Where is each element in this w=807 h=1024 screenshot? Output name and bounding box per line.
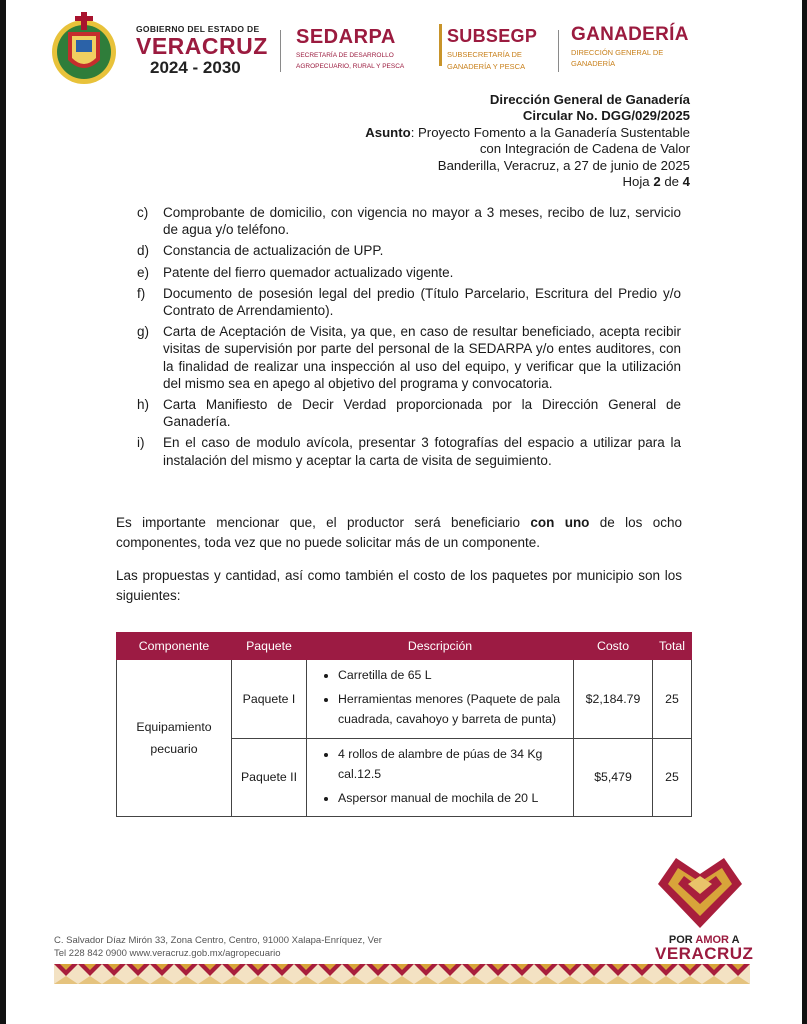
- header-description: Descripción: [307, 633, 574, 660]
- para1-after: de los ocho componentes, toda vez que no puede solicitar más de un componente.: [116, 515, 682, 550]
- page-total: 4: [682, 174, 690, 190]
- description-item: • 4 rollos de alambre de púas de 34 Kg cal.12.5: [338, 744, 564, 785]
- proposals-paragraph: Las propuestas y cantidad, así como también el costo de los paquetes por municipio son los siguientes:: [116, 568, 682, 603]
- component-cell: Equipamiento pecuario: [117, 660, 232, 817]
- package-cell: Paquete II: [232, 738, 307, 817]
- ganaderia-title: GANADERÍA: [571, 24, 689, 45]
- total-cell: 25: [653, 660, 692, 739]
- item-letter: e): [137, 264, 150, 280]
- veracruz-shield-logo: [48, 10, 120, 90]
- header-total: Total: [653, 633, 692, 660]
- slogan-mid: AMOR: [695, 934, 729, 946]
- description-item: • Herramientas menores (Paquete de pala cuadrada, cavahoyo y barreta de punta): [338, 689, 564, 730]
- list-item: [137, 285, 681, 319]
- table-row: [117, 660, 692, 739]
- slogan-pre: POR: [668, 934, 696, 946]
- page-number: 2: [653, 174, 661, 190]
- gob-line-1: GOBIERNO DEL ESTADO DE: [136, 24, 260, 34]
- header-component: Componente: [117, 633, 232, 660]
- list-item: [137, 434, 681, 468]
- subject-label: Asunto: [365, 124, 411, 140]
- subsegp-sub-2: GANADERÍA Y PESCA: [447, 62, 526, 71]
- list-item: [137, 323, 681, 392]
- subsegp-title: SUBSEGP: [447, 26, 538, 46]
- gob-line-2: VERACRUZ: [136, 33, 268, 59]
- left-edge: [0, 0, 6, 1024]
- page-indicator: [365, 174, 690, 190]
- sedarpa-sub-1: SECRETARÍA DE DESARROLLO: [296, 52, 394, 59]
- slogan-line-2: VERACRUZ: [655, 944, 754, 963]
- ganaderia-logo: [571, 24, 689, 68]
- circular-info: [365, 92, 690, 190]
- sedarpa-title: SEDARPA: [296, 26, 396, 48]
- list-item: [137, 264, 681, 281]
- circular-number: Circular No. DGG/029/2025: [522, 108, 690, 124]
- footer-phone-web: Tel 228 842 0900 www.veracruz.gob.mx/agropecuario: [54, 948, 281, 959]
- right-edge: [802, 0, 807, 1024]
- table-header-row: [117, 633, 692, 660]
- para1-before: Es importante mencionar que, el productor será beneficiario: [116, 515, 531, 530]
- subject-line: [365, 125, 690, 141]
- item-text: En el caso de modulo avícola, presentar 3 fotografías del espacio a utilizar para la instalación del mismo y aceptar la carta de visita de seguimiento.: [163, 435, 681, 468]
- item-letter: g): [137, 324, 150, 340]
- footer-address: C. Salvador Díaz Mirón 33, Zona Centro, Centro, 91000 Xalapa-Enríquez, Ver: [54, 935, 382, 946]
- place-date: Banderilla, Veracruz, a 27 de junio de 2025: [437, 157, 690, 173]
- item-text: Documento de posesión legal del predio (Título Parcelario, Escritura del Predio y/o Contrato de Arrendamiento).: [163, 285, 681, 319]
- beneficiary-paragraph: [116, 513, 682, 553]
- ganaderia-sub-1: DIRECCIÓN GENERAL DE: [571, 48, 664, 57]
- footer-contact: [54, 934, 382, 960]
- item-letter: i): [137, 435, 145, 451]
- package-cell: Paquete I: [232, 660, 307, 739]
- subsegp-bar: [439, 24, 442, 66]
- para1-bold: con uno: [530, 515, 590, 530]
- slogan: [655, 934, 753, 962]
- item-letter: f): [137, 285, 146, 301]
- item-letter: h): [137, 397, 150, 413]
- list-item: [137, 396, 681, 430]
- list-item: [137, 204, 681, 238]
- header-divider: [280, 30, 281, 72]
- item-letter: c): [137, 205, 149, 220]
- packages-table: [116, 632, 692, 817]
- item-letter: d): [137, 243, 150, 259]
- sedarpa-logo: [296, 26, 404, 71]
- item-text: Carta de Aceptación de Visita, ya que, en caso de resultar beneficiado, acepta recibir visitas de supervisión por parte del personal de la SEDARPA y/o entes auditores, con la finalidad de realizar una inspección al uso del equipo, y verificar que la utilización del mismo sea en apego al objetivo del programa y convocatoria.: [163, 324, 681, 391]
- subsegp-logo: [447, 26, 537, 71]
- cost-cell: $2,184.79: [574, 660, 653, 739]
- government-logo-text: [136, 24, 268, 78]
- slogan-post: A: [728, 934, 740, 946]
- gob-line-3: 2024 - 2030: [150, 58, 241, 77]
- description-item: • Aspersor manual de mochila de 20 L: [338, 788, 564, 809]
- office-name: Dirección General de Ganadería: [489, 92, 690, 107]
- subject-text: : Proyecto Fomento a la Ganadería Sustentable: [410, 124, 690, 140]
- subject-line-2: con Integración de Cadena de Valor: [479, 141, 690, 157]
- heart-emblem-icon: [654, 852, 746, 930]
- header-cost: Costo: [574, 633, 653, 660]
- item-text: Comprobante de domicilio, con vigencia no mayor a 3 meses, recibo de luz, servicio de agua y/o teléfono.: [163, 205, 681, 238]
- header-divider-2: [558, 30, 559, 72]
- page-prefix: Hoja: [622, 174, 654, 190]
- item-text: Constancia de actualización de UPP.: [163, 243, 384, 259]
- header-package: Paquete: [232, 633, 307, 660]
- cost-cell: $5,479: [574, 738, 653, 817]
- description-item: • Carretilla de 65 L: [338, 665, 564, 686]
- list-item: [137, 242, 681, 259]
- item-text: Patente del fierro quemador actualizado vigente.: [163, 264, 454, 280]
- description-cell: [307, 738, 574, 817]
- page-mid: de: [660, 174, 683, 190]
- requirements-list: [137, 204, 681, 473]
- item-text: Carta Manifiesto de Decir Verdad proporcionada por la Dirección General de Ganadería.: [163, 397, 681, 430]
- sedarpa-sub-2: AGROPECUARIO, RURAL Y PESCA: [296, 63, 405, 70]
- ganaderia-sub-2: GANADERÍA: [571, 59, 616, 68]
- decorative-border: [54, 964, 750, 984]
- description-cell: [307, 660, 574, 739]
- subsegp-sub-1: SUBSECRETARÍA DE: [447, 50, 522, 59]
- total-cell: 25: [653, 738, 692, 817]
